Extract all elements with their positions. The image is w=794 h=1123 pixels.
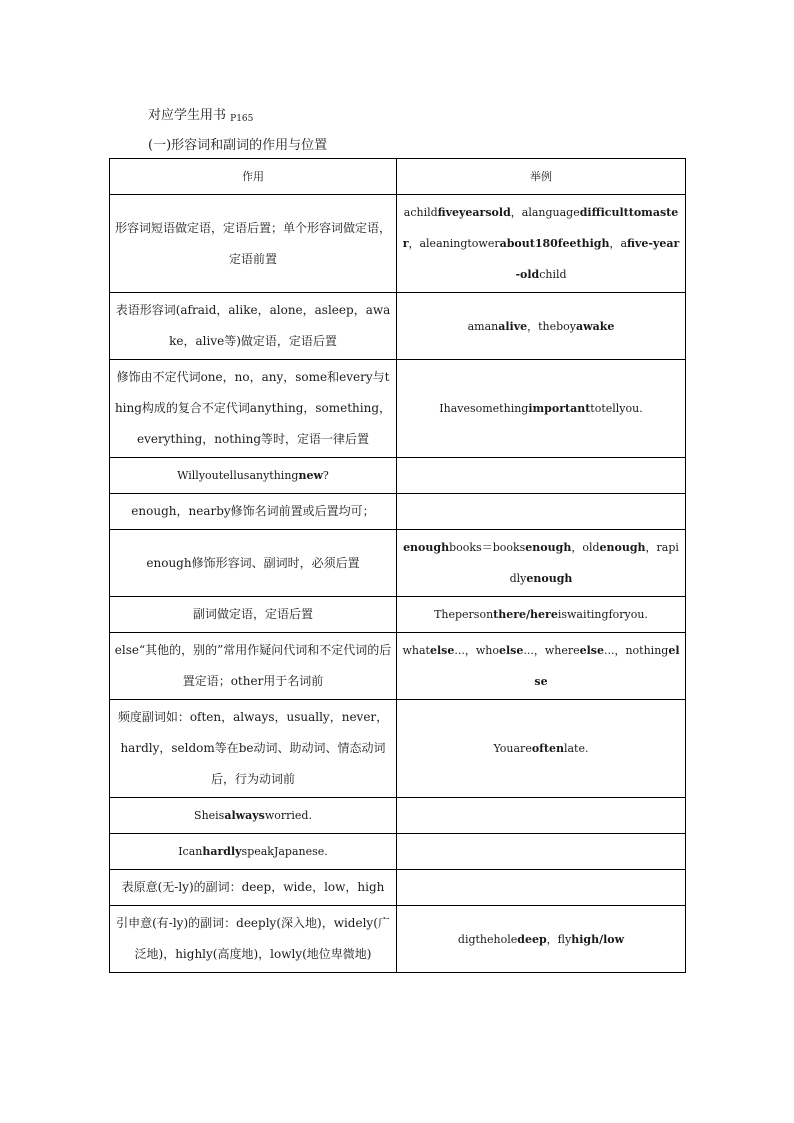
section-heading: (一)形容词和副词的作用与位置 — [148, 138, 328, 153]
function-cell: 副词做定语，定语后置 — [110, 597, 397, 633]
text-segment: ...，nothing — [603, 644, 669, 657]
emphasis-text: enough — [525, 541, 572, 554]
table-body — [110, 195, 686, 973]
text-segment: ，alanguage — [510, 206, 580, 219]
text-segment: aman — [467, 319, 499, 333]
table-row — [110, 798, 686, 834]
text-segment: ? — [322, 469, 329, 482]
example-cell — [397, 293, 686, 360]
example-cell — [397, 870, 686, 906]
table-row — [110, 293, 686, 360]
example-cell — [397, 798, 686, 834]
table-row — [110, 597, 686, 633]
function-cell: enough，nearby修饰名词前置或后置均可； — [110, 494, 397, 530]
emphasis-text: five-year-old — [515, 237, 680, 281]
header-example: 举例 — [397, 159, 686, 195]
text-segment: ，aleaningtower — [408, 237, 500, 250]
example-cell — [397, 597, 686, 633]
function-cell — [110, 798, 397, 834]
function-cell: 引申意(有-ly)的副词：deeply(深入地)，widely(广泛地)，highly(高度地)，lowly(地位卑微地) — [110, 906, 397, 973]
example-cell — [397, 494, 686, 530]
text-segment: Ican — [178, 845, 203, 858]
text-segment: Theperson — [434, 608, 494, 621]
text-segment: Youare — [493, 742, 532, 755]
grammar-table — [109, 158, 686, 973]
table-row — [110, 834, 686, 870]
emphasis-text: deep — [517, 932, 547, 946]
example-cell — [397, 195, 686, 293]
example-cell — [397, 633, 686, 700]
emphasis-text: else — [534, 644, 680, 688]
example-cell — [397, 906, 686, 973]
text-segment: ，theboy — [527, 319, 577, 333]
table-row — [110, 360, 686, 458]
function-cell: 表语形容词(afraid，alike，alone，asleep，awake，alive等)做定语，定语后置 — [110, 293, 397, 360]
emphasis-text: hardly — [202, 845, 242, 858]
emphasis-text: alive — [498, 319, 528, 333]
text-segment: ，rapidly — [509, 541, 679, 585]
emphasis-text: there/here — [493, 608, 558, 621]
table-row — [110, 195, 686, 293]
emphasis-text: high/low — [571, 932, 625, 946]
text-segment: ，a — [609, 237, 628, 250]
table-header-row — [110, 159, 686, 195]
emphasis-text: else — [429, 644, 455, 657]
example-cell — [397, 530, 686, 597]
text-segment: Ihavesomething — [439, 402, 529, 415]
text-segment: speakJapanese. — [241, 845, 328, 858]
table-row — [110, 530, 686, 597]
function-cell: 修饰由不定代词one，no，any，some和every与thing构成的复合不定代词anything，something，everything，nothing等时，定语一律后置 — [110, 360, 397, 458]
page-number: P165 — [230, 114, 254, 124]
function-cell — [110, 834, 397, 870]
example-cell — [397, 834, 686, 870]
text-segment: achild — [403, 206, 438, 219]
emphasis-text: else — [498, 644, 524, 657]
table-row — [110, 870, 686, 906]
text-segment: late. — [563, 742, 589, 755]
emphasis-text: else — [579, 644, 604, 657]
emphasis-text: always — [224, 809, 265, 822]
example-cell — [397, 360, 686, 458]
example-cell — [397, 458, 686, 494]
emphasis-text: enough — [599, 541, 646, 554]
function-cell: 表原意(无-ly)的副词：deep，wide，low，high — [110, 870, 397, 906]
text-segment: iswaitingforyou. — [557, 608, 648, 621]
emphasis-text: enough — [526, 572, 573, 585]
table-row — [110, 494, 686, 530]
emphasis-text: new — [298, 469, 323, 482]
text-segment: totellyou. — [590, 402, 643, 415]
text-segment: Sheis — [194, 809, 225, 822]
function-cell: enough修饰形容词、副词时，必须后置 — [110, 530, 397, 597]
table-row — [110, 458, 686, 494]
function-cell: 形容词短语做定语，定语后置；单个形容词做定语，定语前置 — [110, 195, 397, 293]
table-row — [110, 906, 686, 973]
text-segment: books＝books — [449, 541, 526, 554]
emphasis-text: fiveyearsold — [437, 206, 511, 219]
text-segment: Willyoutellusanything — [177, 469, 299, 482]
text-segment: ，fly — [546, 932, 572, 946]
text-segment: what — [402, 644, 430, 657]
text-segment: worried. — [264, 809, 312, 822]
text-segment: ...，who — [454, 644, 499, 657]
text-segment: child — [539, 268, 567, 281]
page-reference — [148, 104, 253, 124]
function-cell: 频度副词如：often，always，usually，never，hardly，seldom等在be动词、助动词、情态动词后，行为动词前 — [110, 700, 397, 798]
emphasis-text: often — [531, 742, 564, 755]
emphasis-text: about180feethigh — [499, 237, 610, 250]
text-segment: ，old — [571, 541, 600, 554]
emphasis-text: difficulttomaster — [402, 206, 679, 250]
table-row — [110, 700, 686, 798]
header-function: 作用 — [110, 159, 397, 195]
function-cell: else“其他的，别的”常用作疑问代词和不定代词的后置定语；other用于名词前 — [110, 633, 397, 700]
text-segment: digthehole — [457, 932, 518, 946]
table-row — [110, 633, 686, 700]
example-cell — [397, 700, 686, 798]
page-reference-text: 对应学生用书 — [148, 108, 231, 123]
emphasis-text: awake — [576, 319, 615, 333]
text-segment: ...，where — [523, 644, 580, 657]
emphasis-text: enough — [403, 541, 450, 554]
emphasis-text: important — [528, 402, 591, 415]
function-cell — [110, 458, 397, 494]
